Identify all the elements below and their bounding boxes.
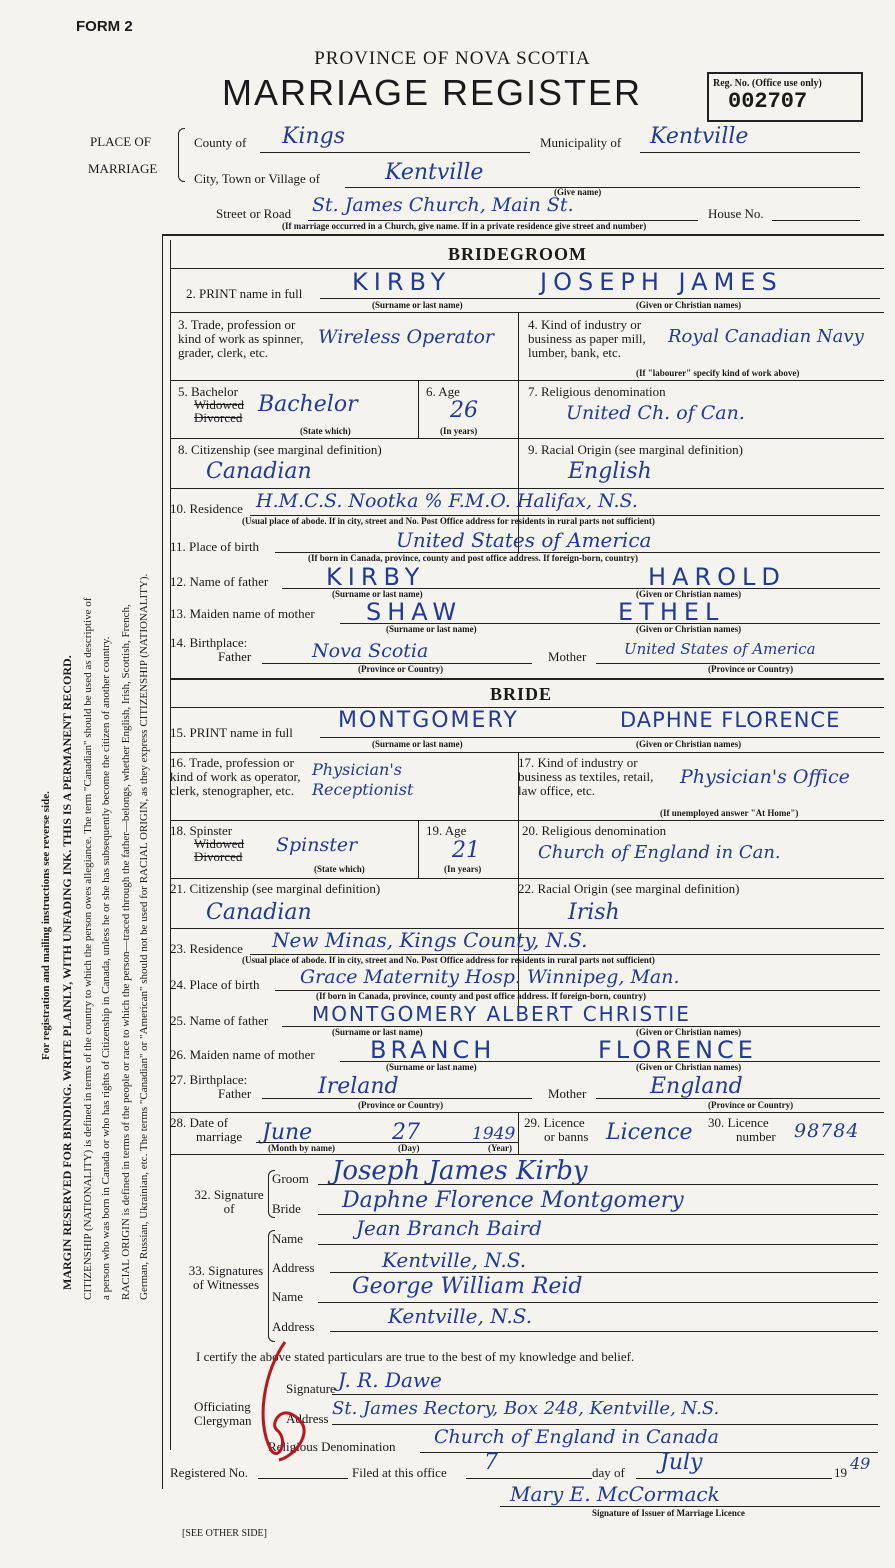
f15-label: 15. PRINT name in full bbox=[170, 725, 293, 740]
f30-label-a: 30. Licence bbox=[708, 1115, 769, 1130]
f27-mother: England bbox=[650, 1074, 743, 1099]
see-other-side: [SEE OTHER SIDE] bbox=[182, 1528, 267, 1539]
f10-value: H.M.C.S. Nootka % F.M.O. Halifax, N.S. bbox=[256, 490, 638, 512]
f28-month-caption: (Month by name) bbox=[268, 1143, 335, 1153]
f26-label: 26. Maiden name of mother bbox=[170, 1047, 315, 1062]
f2-surname-caption: (Surname or last name) bbox=[372, 300, 463, 310]
side-note-4: a person who was born in Canada or who has rights of Citizenship in Canada, unless he or she has subsequently become the citizen of another country. bbox=[100, 636, 112, 1300]
f16-label: 16. Trade, profession or kind of work as operator, clerk, stenographer, etc. bbox=[170, 755, 301, 798]
f28-month: June bbox=[262, 1120, 313, 1145]
bride-signature: Daphne Florence Montgomery bbox=[342, 1188, 684, 1213]
f4-value: Royal Canadian Navy bbox=[668, 326, 864, 347]
page-title: MARRIAGE REGISTER bbox=[222, 72, 643, 113]
street-label: Street or Road bbox=[216, 206, 292, 221]
f23-label: 23. Residence bbox=[170, 941, 243, 956]
county-value: Kings bbox=[282, 124, 346, 149]
f21-label: 21. Citizenship (see marginal definition) bbox=[170, 881, 381, 896]
f14-mother-caption: (Province or Country) bbox=[708, 664, 794, 674]
w2-name-label: Name bbox=[272, 1289, 304, 1304]
f4-caption: (If "labourer" specify kind of work above) bbox=[636, 368, 800, 378]
city-label: City, Town or Village of bbox=[194, 171, 320, 186]
f13-surname-caption: (Surname or last name) bbox=[386, 624, 477, 634]
f25-surname-caption: (Surname or last name) bbox=[332, 1027, 423, 1037]
filed-day: 7 bbox=[484, 1450, 498, 1475]
f24-value: Grace Maternity Hosp. Winnipeg, Man. bbox=[300, 966, 680, 988]
f20-label: 20. Religious denomination bbox=[522, 823, 667, 838]
side-note-5: RACIAL ORIGIN is defined in terms of the people or race to which the person—traced through the father—belongs, whether English, Irish, Scottish, French, bbox=[120, 604, 132, 1300]
filed-label: Filed at this office bbox=[352, 1465, 447, 1480]
side-note-1: For registration and mailing instructions see reverse side. bbox=[40, 791, 52, 1060]
bridegroom-heading: BRIDEGROOM bbox=[448, 244, 588, 264]
f13-surname: SHAW bbox=[366, 598, 463, 626]
form-tag: FORM 2 bbox=[76, 18, 133, 35]
f5-caption: (State which) bbox=[300, 426, 351, 436]
f9-label: 9. Racial Origin (see marginal definition) bbox=[528, 442, 743, 457]
f33-label: 33. Signatures of Witnesses bbox=[188, 1263, 264, 1292]
bride-heading: BRIDE bbox=[490, 684, 553, 704]
reg-number: 002707 bbox=[728, 89, 808, 114]
bride-label: Bride bbox=[272, 1201, 301, 1216]
f26-surname-caption: (Surname or last name) bbox=[386, 1062, 477, 1072]
year-prefix: 19 bbox=[834, 1465, 847, 1480]
f2-label-text: 2. PRINT name in full bbox=[186, 286, 303, 301]
f27-mother-caption: (Province or Country) bbox=[708, 1100, 794, 1110]
clergy-address-label: Address bbox=[286, 1411, 329, 1426]
city-value: Kentville bbox=[385, 160, 484, 185]
issuer-caption: Signature of Issuer of Marriage Licence bbox=[592, 1508, 745, 1518]
f18-label-b: Widowed bbox=[194, 836, 245, 851]
f12-surname: KIRBY bbox=[326, 563, 426, 591]
f2-given-caption: (Given or Christian names) bbox=[636, 300, 742, 310]
groom-signature: Joseph James Kirby bbox=[332, 1156, 588, 1186]
f18-label-c: Divorced bbox=[194, 849, 243, 864]
f2-given: JOSEPH JAMES bbox=[540, 268, 783, 296]
place-label-top: PLACE OF bbox=[90, 134, 152, 149]
f8-value: Canadian bbox=[206, 459, 312, 484]
f16-value: Physician's Receptionist bbox=[312, 760, 414, 799]
officiating-label: Officiating Clergyman bbox=[194, 1399, 252, 1428]
clergy-denomination: Church of England in Canada bbox=[434, 1426, 719, 1448]
f14-mother: United States of America bbox=[624, 640, 816, 658]
f23-caption: (Usual place of abode. If in city, street and No. Post Office address for residents in rural parts not sufficient) bbox=[242, 955, 655, 965]
clergy-signature-label: Signature bbox=[286, 1381, 336, 1396]
side-note-6: German, Russian, Ukrainian, etc. The terms "Canadian" or "American" should not be used for RACIAL ORIGIN, as they express CITIZENSHIP (NATIONALITY). bbox=[138, 573, 150, 1300]
f28-label-a: 28. Date of bbox=[170, 1115, 229, 1130]
f5-value: Bachelor bbox=[258, 392, 358, 417]
f30-value: 98784 bbox=[794, 1120, 860, 1142]
f24-label: 24. Place of birth bbox=[170, 977, 260, 992]
f11-label: 11. Place of birth bbox=[170, 539, 260, 554]
f21-value: Canadian bbox=[206, 900, 312, 925]
f8-label: 8. Citizenship (see marginal definition) bbox=[178, 442, 382, 457]
f2-label bbox=[186, 287, 302, 301]
f19-label: 19. Age bbox=[426, 823, 467, 838]
province-heading: PROVINCE OF NOVA SCOTIA bbox=[314, 48, 591, 69]
f27-father: Ireland bbox=[318, 1074, 399, 1099]
f12-label: 12. Name of father bbox=[170, 574, 269, 589]
f11-value: United States of America bbox=[396, 528, 652, 552]
f27-father-label: Father bbox=[218, 1086, 252, 1101]
w1-address: Kentville, N.S. bbox=[382, 1248, 527, 1272]
w1-address-label: Address bbox=[272, 1260, 315, 1275]
f28-day-caption: (Day) bbox=[398, 1143, 420, 1153]
f12-given: HAROLD bbox=[648, 563, 786, 591]
f12-given-caption: (Given or Christian names) bbox=[636, 589, 742, 599]
f5-label-a: 5. Bachelor bbox=[178, 384, 238, 399]
f5-label-c: Divorced bbox=[194, 410, 243, 425]
f28-label-b: marriage bbox=[196, 1129, 243, 1144]
street-value: St. James Church, Main St. bbox=[312, 194, 574, 216]
f17-label: 17. Kind of industry or business as textiles, retail, law office, etc. bbox=[518, 755, 654, 798]
registered-label: Registered No. bbox=[170, 1465, 248, 1480]
f25-label: 25. Name of father bbox=[170, 1013, 269, 1028]
w2-address-label: Address bbox=[272, 1319, 315, 1334]
f12-surname-caption: (Surname or last name) bbox=[332, 589, 423, 599]
year-suffix: 49 bbox=[850, 1454, 871, 1473]
f13-given: ETHEL bbox=[618, 598, 725, 626]
place-label-bottom: MARRIAGE bbox=[88, 161, 158, 176]
f7-value: United Ch. of Can. bbox=[566, 402, 745, 424]
f15-given: DAPHNE FLORENCE bbox=[620, 708, 841, 732]
f14-mother-label: Mother bbox=[548, 649, 587, 664]
day-of-label: day of bbox=[592, 1465, 625, 1480]
certify-statement: I certify the above stated particulars are true to the best of my knowledge and belief. bbox=[196, 1349, 635, 1364]
f15-given-caption: (Given or Christian names) bbox=[636, 739, 742, 749]
house-label: House No. bbox=[708, 206, 764, 221]
f6-value: 26 bbox=[450, 398, 478, 423]
f14-father: Nova Scotia bbox=[312, 640, 429, 662]
filed-month: July bbox=[660, 1450, 703, 1475]
groom-label: Groom bbox=[272, 1171, 309, 1186]
street-note: (If marriage occurred in a Church, give name. If in a private residence give street and number) bbox=[282, 221, 647, 231]
f26-given: FLORENCE bbox=[598, 1036, 757, 1064]
red-check-mark bbox=[255, 1330, 325, 1470]
f25-given-caption: (Given or Christian names) bbox=[636, 1027, 742, 1037]
issuer-signature: Mary E. McCormack bbox=[510, 1482, 720, 1506]
f9-value: English bbox=[568, 459, 652, 484]
f28-year-caption: (Year) bbox=[488, 1143, 512, 1153]
f18-caption: (State which) bbox=[314, 864, 365, 874]
reg-label: Reg. No. (Office use only) bbox=[713, 78, 822, 89]
f28-year: 1949 bbox=[472, 1124, 516, 1144]
f10-caption: (Usual place of abode. If in city, street and No. Post Office address for residents in rural parts not sufficient) bbox=[242, 516, 655, 526]
f22-value: Irish bbox=[568, 900, 620, 925]
w2-address: Kentville, N.S. bbox=[388, 1304, 533, 1328]
f13-given-caption: (Given or Christian names) bbox=[636, 624, 742, 634]
f29-value: Licence bbox=[606, 1120, 693, 1145]
f13-label: 13. Maiden name of mother bbox=[170, 606, 315, 621]
side-note-2: MARGIN RESERVED FOR BINDING. WRITE PLAINLY, WITH UNFADING INK. THIS IS A PERMANENT RECORD. bbox=[60, 655, 74, 1290]
f26-given-caption: (Given or Christian names) bbox=[636, 1062, 742, 1072]
clergy-signature: J. R. Dawe bbox=[338, 1368, 442, 1392]
f27-father-caption: (Province or Country) bbox=[358, 1100, 444, 1110]
f5-label-b: Widowed bbox=[194, 397, 245, 412]
f29-label-b: or banns bbox=[544, 1129, 589, 1144]
f14-label: 14. Birthplace: bbox=[170, 635, 248, 650]
f2-surname: KIRBY bbox=[352, 268, 452, 296]
municipality-value: Kentville bbox=[650, 124, 749, 149]
f19-caption: (In years) bbox=[444, 864, 482, 874]
place-bracket bbox=[178, 128, 185, 182]
f25-value: MONTGOMERY ALBERT CHRISTIE bbox=[312, 1002, 691, 1026]
municipality-label: Municipality of bbox=[540, 135, 622, 150]
f6-caption: (In years) bbox=[440, 426, 478, 436]
f15-surname-caption: (Surname or last name) bbox=[372, 739, 463, 749]
f23-value: New Minas, Kings County, N.S. bbox=[272, 928, 588, 952]
f6-label: 6. Age bbox=[426, 384, 460, 399]
f15-surname: MONTGOMERY bbox=[338, 708, 519, 733]
f17-value: Physician's Office bbox=[680, 766, 850, 788]
f10-label: 10. Residence bbox=[170, 501, 243, 516]
f27-mother-label: Mother bbox=[548, 1086, 587, 1101]
denomination-label: Religious Denomination bbox=[268, 1439, 396, 1454]
w1-name: Jean Branch Baird bbox=[356, 1216, 542, 1240]
f14-father-label: Father bbox=[218, 649, 252, 664]
f32-label: 32. Signature of bbox=[194, 1187, 264, 1216]
f29-label-a: 29. Licence bbox=[524, 1115, 585, 1130]
f30-label-b: number bbox=[736, 1129, 776, 1144]
f22-label: 22. Racial Origin (see marginal definition) bbox=[518, 881, 740, 896]
f3-value: Wireless Operator bbox=[318, 326, 495, 348]
side-note-3: CITIZENSHIP (NATIONALITY) is defined in terms of the country to which the person owes allegiance. The term "Canadian" should be used as descriptive of bbox=[82, 597, 94, 1300]
clergy-address: St. James Rectory, Box 248, Kentville, N.S. bbox=[332, 1398, 720, 1419]
f11-caption: (If born in Canada, province, county and post office address. If foreign-born, country) bbox=[308, 553, 639, 563]
w1-name-label: Name bbox=[272, 1231, 304, 1246]
w2-name: George William Reid bbox=[352, 1274, 583, 1299]
f18-label-a: 18. Spinster bbox=[170, 823, 233, 838]
f7-label: 7. Religious denomination bbox=[528, 384, 666, 399]
f14-father-caption: (Province or Country) bbox=[358, 664, 444, 674]
f3-label: 3. Trade, profession or kind of work as spinner, grader, clerk, etc. bbox=[178, 317, 304, 360]
give-name-caption: (Give name) bbox=[554, 187, 602, 197]
f18-value: Spinster bbox=[276, 834, 358, 856]
f24-caption: (If born in Canada, province, county and post office address. If foreign-born, country) bbox=[316, 991, 647, 1001]
f28-day: 27 bbox=[392, 1120, 420, 1145]
f17-caption: (If unemployed answer "At Home") bbox=[660, 808, 799, 818]
f27-label: 27. Birthplace: bbox=[170, 1072, 248, 1087]
f4-label: 4. Kind of industry or business as paper mill, lumber, bank, etc. bbox=[528, 317, 646, 360]
county-label: County of bbox=[194, 135, 247, 150]
f26-surname: BRANCH bbox=[370, 1036, 496, 1064]
f20-value: Church of England in Can. bbox=[538, 842, 781, 863]
f19-value: 21 bbox=[452, 838, 480, 863]
